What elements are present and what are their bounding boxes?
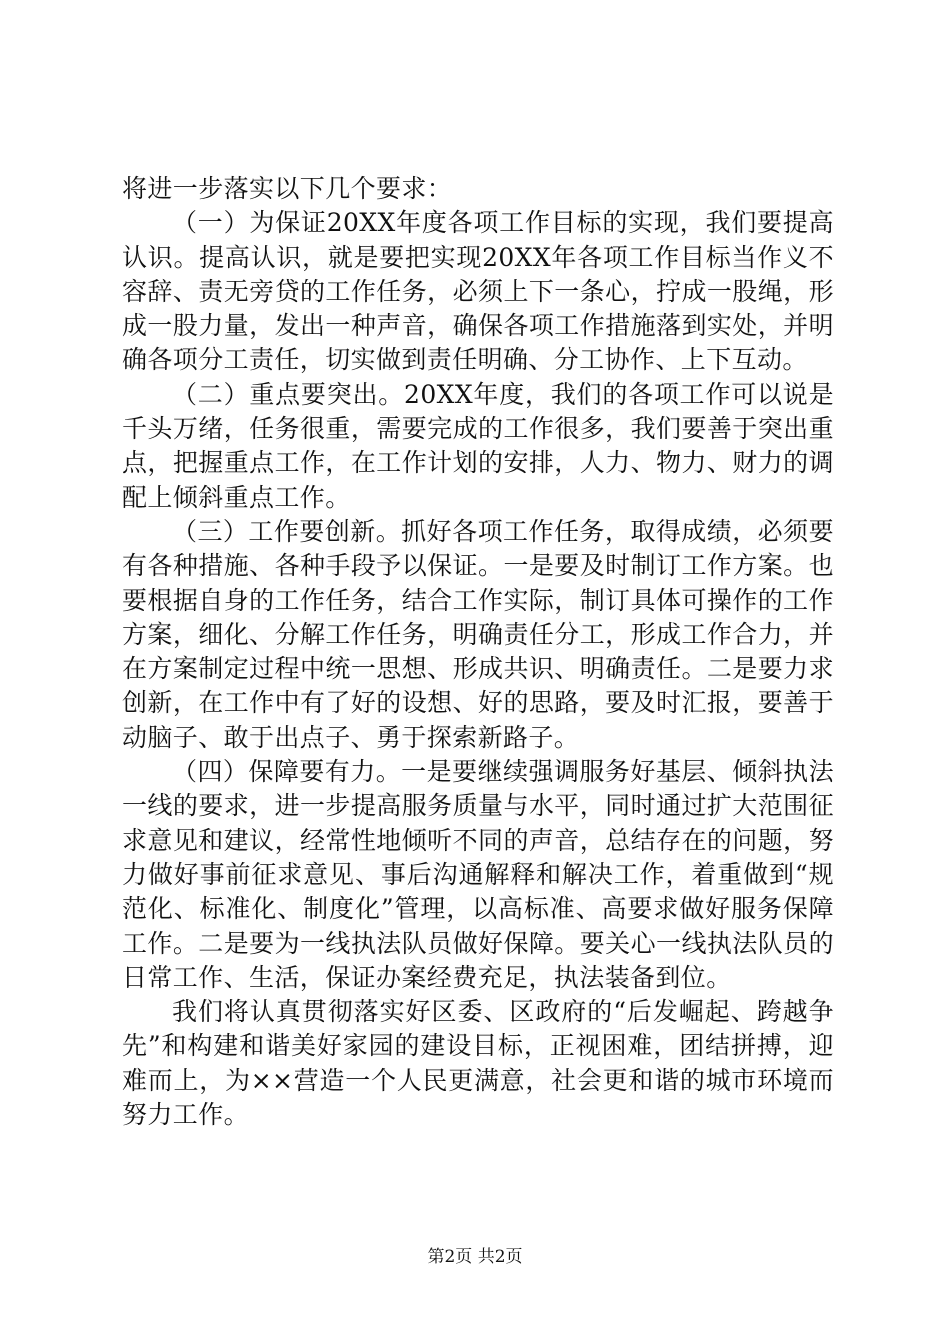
page-number-footer: 第2页 共2页 (427, 1247, 523, 1267)
paragraph-intro: 将进一步落实以下几个要求： (122, 174, 453, 203)
paragraph-item-2: （二）重点要突出。20XX年度，我们的各项工作可以说是千头万绪，任务很重，需要完成的工作很多，我们要善于突出重点，把握重点工作，在工作计划的安排，人力、物力、财力的调配上倾斜重点工作。 (122, 379, 834, 512)
document-body (122, 172, 834, 1132)
paragraph-conclusion: 我们将认真贯彻落实好区委、区政府的“后发崛起、跨越争先”和构建和谐美好家园的建设目标，正视困难，团结拼搏，迎难而上，为××营造一个人民更满意，社会更和谐的城市环境而努力工作。 (122, 997, 834, 1130)
paragraph-item-4: （四）保障要有力。一是要继续强调服务好基层、倾斜执法一线的要求，进一步提高服务质量与水平，同时通过扩大范围征求意见和建议，经常性地倾听不同的声音，总结存在的问题，努力做好事前征求意见、事后沟通解释和解决工作，着重做到“规范化、标准化、制度化”管理，以高标准、高要求做好服务保障工作。二是要为一线执法队员做好保障。要关心一线执法队员的日常工作、生活，保证办案经费充足，执法装备到位。 (122, 757, 834, 992)
paragraph-item-1: （一）为保证20XX年度各项工作目标的实现，我们要提高认识。提高认识，就是要把实现20XX年各项工作目标当作义不容辞、责无旁贷的工作任务，必须上下一条心，拧成一股绳，形成一股力量，发出一种声音，确保各项工作措施落到实处，并明确各项分工责任，切实做到责任明确、分工协作、上下互动。 (122, 208, 834, 375)
paragraph-item-3: （三）工作要创新。抓好各项工作任务，取得成绩，必须要有各种措施、各种手段予以保证。一是要及时制订工作方案。也要根据自身的工作任务，结合工作实际，制订具体可操作的工作方案，细化、分解工作任务，明确责任分工，形成工作合力，并在方案制定过程中统一思想、形成共识、明确责任。二是要力求创新，在工作中有了好的设想、好的思路，要及时汇报，要善于动脑子、敢于出点子、勇于探索新路子。 (122, 516, 834, 752)
